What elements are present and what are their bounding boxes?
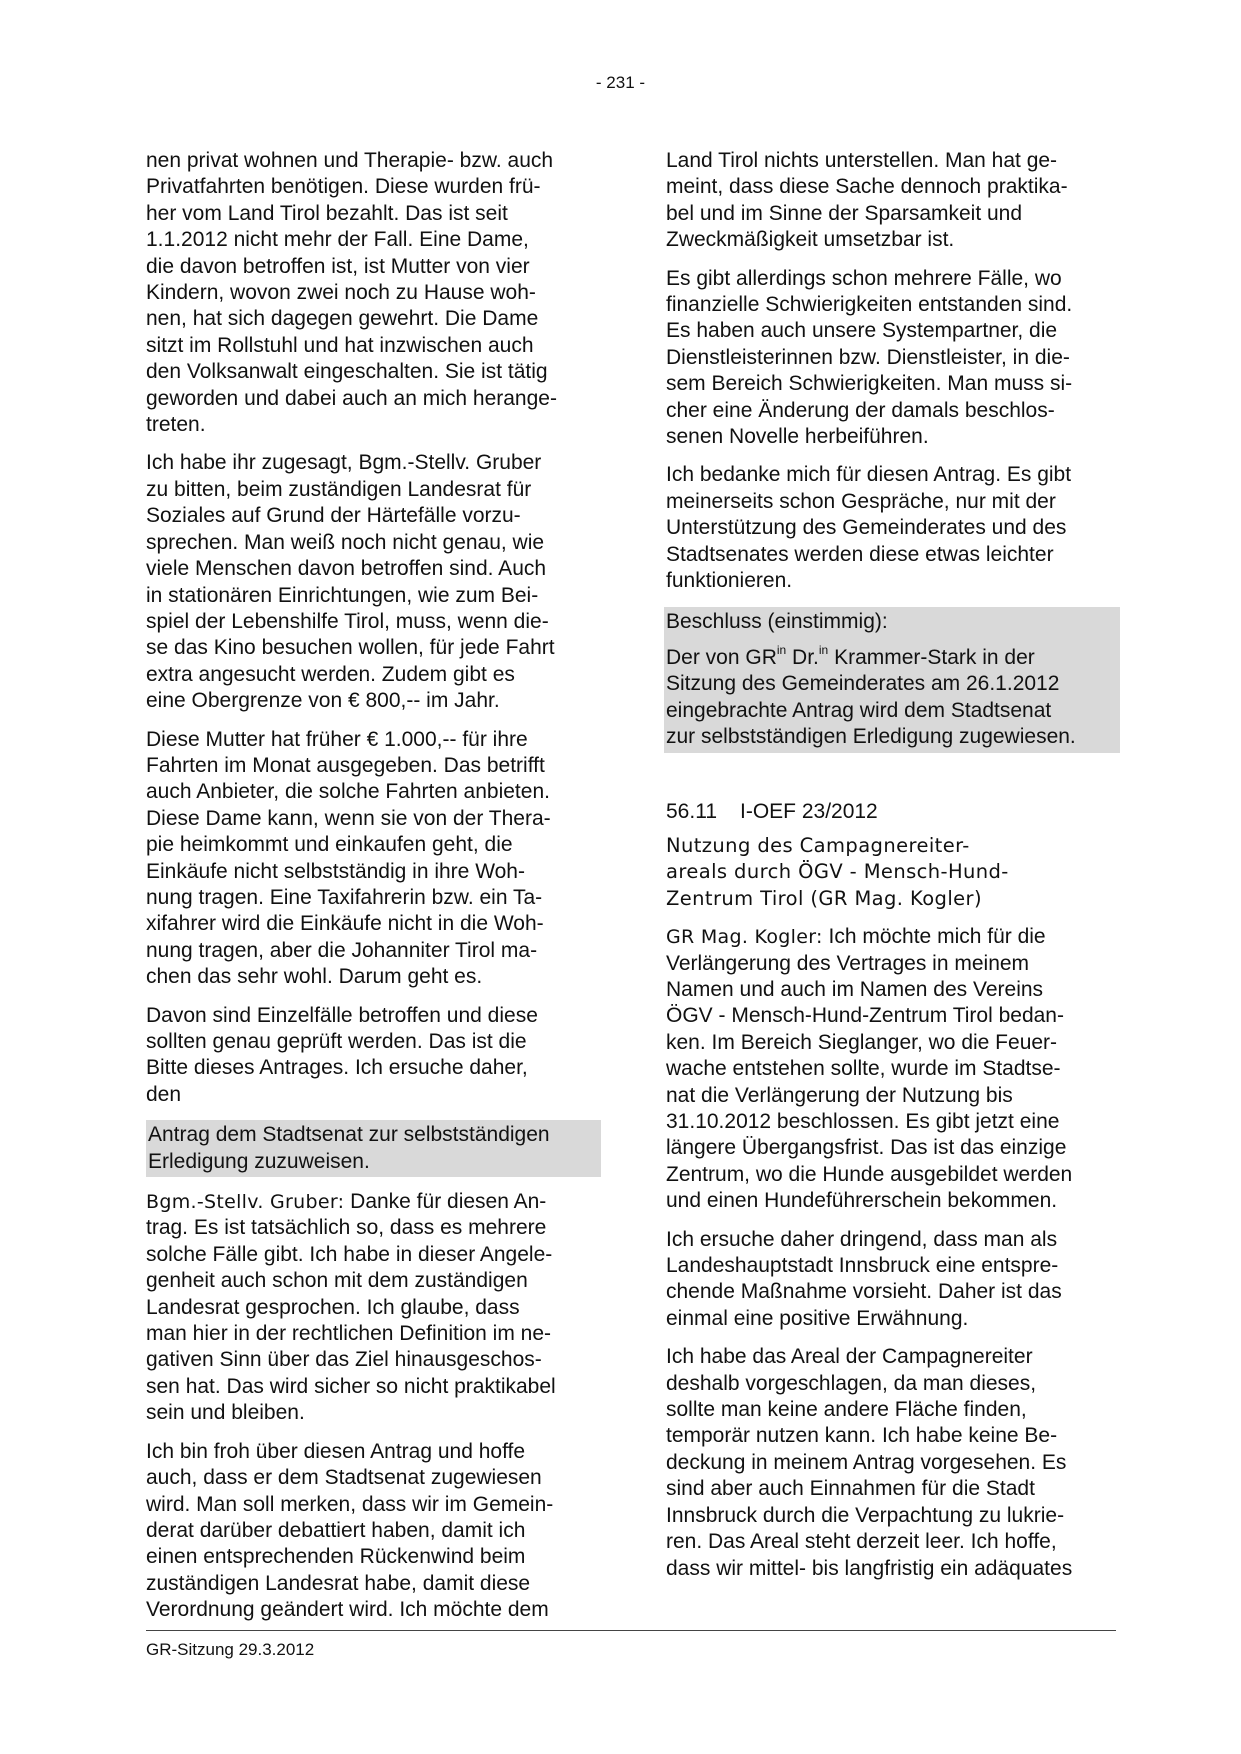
resolution-box — [664, 607, 1120, 753]
agenda-item-header — [666, 799, 1120, 825]
resolution-text-part: Dr. — [786, 645, 819, 669]
superscript: in — [818, 642, 829, 657]
paragraph: Ich habe ihr zugesagt, Bgm.-Stellv. Gruber zu bitten, beim zuständigen Landesrat für Soziales auf Grund der Härtefälle vorzu- sprechen. Man weiß noch nicht genau, wie viele Menschen davon betroffen sind. Auch in stationären Einrichtungen, wie zum Bei- spiel der Lebenshilfe Tirol, muss, wenn die- se das Kino besuchen wollen, für jede Fahrt extra angesucht werden. Zudem gibt es eine Obergrenze von € 800,-- im Jahr. — [146, 451, 555, 713]
item-title: Nutzung des Campagnereiter- areals durch ÖGV - Mensch-Hund- Zentrum Tirol (GR Mag. Kogler) — [666, 833, 1009, 910]
page-number: - 231 - — [595, 73, 646, 92]
superscript: in — [776, 642, 787, 657]
resolution-title: Beschluss (einstimmig): — [666, 609, 888, 633]
paragraph: Davon sind Einzelfälle betroffen und diese sollten genau geprüft werden. Das ist die Bitte dieses Antrages. Ich ersuche daher, den — [146, 1003, 538, 1106]
speaker-name: Bgm.-Stellv. Gruber: — [146, 1191, 345, 1214]
speaker-name: GR Mag. Kogler: — [666, 926, 823, 949]
paragraph: Es gibt allerdings schon mehrere Fälle, wo finanzielle Schwierigkeiten entstanden sind. Es haben auch unsere Systempartner, die Dienstleisterinnen bzw. Dienstleister, in die- sem Bereich Schwierigkeiten. Man muss si- cher eine Änderung der damals beschlos- senen Novelle herbeiführen. — [666, 266, 1073, 449]
resolution-text-part: Der von GR — [666, 645, 777, 669]
paragraph: Land Tirol nichts unterstellen. Man hat ge- meint, dass diese Sache dennoch praktika- bel und im Sinne der Sparsamkeit und Zweckmäßigkeit umsetzbar ist. — [666, 149, 1068, 252]
paragraph: Ich ersuche daher dringend, dass man als Landeshauptstadt Innsbruck eine entspre- chende Maßnahme vorsieht. Daher ist das einmal eine positive Erwähnung. — [666, 1227, 1062, 1330]
paragraph: Ich habe das Areal der Campagnereiter deshalb vorgeschlagen, da man dieses, sollte man keine andere Fläche finden, temporär nutzen kann. Ich habe keine Be- deckung in meinem Antrag vorgesehen. Es sind aber auch Einnahmen für die Stadt Innsbruck durch die Verpachtung zu lukrie- ren. Das Areal steht derzeit leer. Ich hoffe, dass wir mittel- bis langfristig ein adäquates — [666, 1345, 1073, 1580]
footer-divider — [146, 1630, 1116, 1631]
item-reference: I-OEF 23/2012 — [740, 799, 878, 823]
paragraph: Ich bin froh über diesen Antrag und hoffe auch, dass er dem Stadtsenat zugewiesen wird. Man soll merken, dass wir im Gemein- derat darüber debattiert haben, damit ich einen entsprechenden Rückenwind beim zuständigen Landesrat habe, damit diese Verordnung geändert wird. Ich möchte dem — [146, 1439, 554, 1622]
left-column — [146, 148, 601, 1636]
paragraph: nen privat wohnen und Therapie- bzw. auch Privatfahrten benötigen. Diese wurden frü- her vom Land Tirol bezahlt. Das ist seit 1.1.2012 nicht mehr der Fall. Eine Dame, die davon betroffen ist, ist Mutter von vier Kindern, wovon zwei noch zu Hause woh- nen, hat sich dagegen gewehrt. Die Dame sitzt im Rollstuhl und hat inzwischen auch den Volksanwalt eingeschalten. Sie ist tätig geworden und dabei auch an mich herange- treten. — [146, 149, 557, 437]
resolution-text — [666, 642, 1116, 751]
speech-paragraph — [146, 1189, 601, 1427]
motion-text: Antrag dem Stadtsenat zur selbstständigen Erledigung zuzuweisen. — [146, 1120, 601, 1177]
speech-text: Ich möchte mich für die Verlängerung des Vertrages in meinem Namen und auch im Namen des Vereins ÖGV - Mensch-Hund-Zentrum Tirol bedan- ken. Im Bereich Sieglanger, wo die Feuer- wache entstehen sollte, wurde im Stadtse- nat die Verlängerung der Nutzung bis 31.10.2012 beschlossen. Es gibt jetzt eine längere Übergangsfrist. Das ist das einzige Zentrum, wo die Hunde ausgebildet werden und einen Hundeführerschein bekommen. — [666, 925, 1073, 1213]
item-number: 56.11 — [666, 799, 717, 823]
speech-text: Danke für diesen An- trag. Es ist tatsächlich so, dass es mehrere solche Fälle gibt. Ich habe in dieser Angele- genheit auch schon mit dem zuständigen Landesrat gesprochen. Ich glaube, dass man hier in der rechtlichen Definition im ne- gativen Sinn über das Ziel hinausgeschos- sen hat. Das wird sicher so nicht praktikabel sein und bleiben. — [146, 1190, 556, 1425]
resolution-text-part: Krammer-Stark in der Sitzung des Gemeinderates am 26.1.2012 eingebrachte Antrag wird dem Stadtsenat zur selbstständigen Erledigung zugewiesen. — [666, 645, 1076, 749]
paragraph: Diese Mutter hat früher € 1.000,-- für ihre Fahrten im Monat ausgegeben. Das betrifft auch Anbieter, die solche Fahrten anbieten. Diese Dame kann, wenn sie von der Thera- pie heimkommt und einkaufen geht, die Einkäufe nicht selbstständig in ihre Woh- nung tragen. Eine Taxifahrerin bzw. ein Ta- xifahrer wird die Einkäufe nicht in die Woh- nung tragen, aber die Johanniter Tirol ma- chen das sehr wohl. Darum geht es. — [146, 727, 551, 989]
speech-paragraph — [666, 924, 1120, 1214]
footer-text: GR-Sitzung 29.3.2012 — [146, 1640, 315, 1659]
paragraph: Ich bedanke mich für diesen Antrag. Es gibt meinerseits schon Gespräche, nur mit der Unterstützung des Gemeinderates und des Stadtsenates werden diese etwas leichter funktionieren. — [666, 463, 1072, 593]
right-column — [666, 148, 1120, 1594]
